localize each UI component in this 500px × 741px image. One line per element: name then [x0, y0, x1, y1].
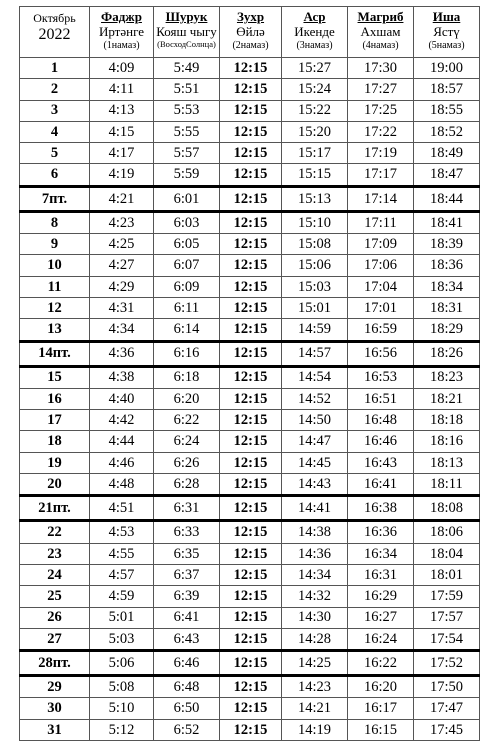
maghrib-time-cell: 17:30	[348, 58, 414, 79]
isha-time-cell: 18:13	[414, 452, 480, 473]
isha-time-cell: 17:50	[414, 676, 480, 698]
maghrib-time-cell: 16:27	[348, 607, 414, 628]
table-row	[20, 719, 480, 740]
day-cell: 12	[20, 297, 90, 318]
zuhr-time-cell: 12:15	[220, 410, 282, 431]
shuruk-time-cell: 6:16	[154, 341, 220, 366]
maghrib-time-cell: 17:06	[348, 255, 414, 276]
shuruk-time-cell: 5:57	[154, 143, 220, 164]
fajr-time-cell: 4:44	[90, 431, 154, 452]
day-cell: 2	[20, 79, 90, 100]
table-row	[20, 255, 480, 276]
zuhr-time-cell: 12:15	[220, 297, 282, 318]
shuruk-time-cell: 6:20	[154, 388, 220, 409]
zuhr-time-cell: 12:15	[220, 366, 282, 388]
fajr-time-cell: 4:46	[90, 452, 154, 473]
table-row	[20, 121, 480, 142]
table-row-friday	[20, 651, 480, 676]
shuruk-time-cell: 5:51	[154, 79, 220, 100]
asr-time-cell: 15:24	[282, 79, 348, 100]
shuruk-time-cell: 6:07	[154, 255, 220, 276]
table-row	[20, 276, 480, 297]
asr-time-cell: 14:38	[282, 521, 348, 543]
maghrib-time-cell: 17:14	[348, 186, 414, 211]
day-cell: 25	[20, 586, 90, 607]
maghrib-time-cell: 17:22	[348, 121, 414, 142]
asr-time-cell: 15:06	[282, 255, 348, 276]
fajr-time-cell: 4:38	[90, 366, 154, 388]
isha-time-cell: 18:31	[414, 297, 480, 318]
shuruk-time-cell: 6:14	[154, 319, 220, 341]
column-header-zuhr: Зухр Өйлә (2намаз)	[220, 7, 282, 58]
asr-time-cell: 15:17	[282, 143, 348, 164]
shuruk-time-cell: 5:55	[154, 121, 220, 142]
fajr-time-cell: 4:53	[90, 521, 154, 543]
day-cell: 24	[20, 564, 90, 585]
maghrib-time-cell: 16:36	[348, 521, 414, 543]
fajr-time-cell: 4:51	[90, 496, 154, 521]
maghrib-time-cell: 16:17	[348, 698, 414, 719]
zuhr-time-cell: 12:15	[220, 698, 282, 719]
zuhr-time-cell: 12:15	[220, 319, 282, 341]
zuhr-time-cell: 12:15	[220, 79, 282, 100]
asr-time-cell: 14:36	[282, 543, 348, 564]
shuruk-time-cell: 6:24	[154, 431, 220, 452]
asr-time-cell: 15:13	[282, 186, 348, 211]
zuhr-time-cell: 12:15	[220, 719, 282, 740]
shuruk-time-cell: 6:28	[154, 474, 220, 496]
zuhr-time-cell: 12:15	[220, 234, 282, 255]
shuruk-time-cell: 6:31	[154, 496, 220, 521]
asr-time-cell: 14:52	[282, 388, 348, 409]
isha-time-cell: 17:45	[414, 719, 480, 740]
isha-time-cell: 18:11	[414, 474, 480, 496]
asr-time-cell: 15:15	[282, 164, 348, 186]
day-cell: 27	[20, 628, 90, 650]
shuruk-time-cell: 6:03	[154, 211, 220, 233]
shuruk-time-cell: 6:09	[154, 276, 220, 297]
table-row	[20, 628, 480, 650]
maghrib-time-cell: 16:43	[348, 452, 414, 473]
asr-time-cell: 15:08	[282, 234, 348, 255]
table-row	[20, 388, 480, 409]
isha-time-cell: 18:23	[414, 366, 480, 388]
shuruk-time-cell: 6:05	[154, 234, 220, 255]
day-cell: 28пт.	[20, 651, 90, 676]
zuhr-time-cell: 12:15	[220, 521, 282, 543]
maghrib-time-cell: 16:53	[348, 366, 414, 388]
fajr-time-cell: 4:34	[90, 319, 154, 341]
zuhr-time-cell: 12:15	[220, 651, 282, 676]
zuhr-time-cell: 12:15	[220, 276, 282, 297]
zuhr-time-cell: 12:15	[220, 388, 282, 409]
fajr-time-cell: 4:59	[90, 586, 154, 607]
zuhr-time-cell: 12:15	[220, 164, 282, 186]
fajr-time-cell: 4:27	[90, 255, 154, 276]
isha-time-cell: 18:08	[414, 496, 480, 521]
asr-time-cell: 14:21	[282, 698, 348, 719]
asr-time-cell: 14:59	[282, 319, 348, 341]
shuruk-time-cell: 6:11	[154, 297, 220, 318]
prayer-timetable-sheet	[19, 6, 479, 741]
table-row	[20, 698, 480, 719]
day-cell: 21пт.	[20, 496, 90, 521]
shuruk-time-cell: 6:26	[154, 452, 220, 473]
column-header-fajr: Фаджр Иртәнге (1намаз)	[90, 7, 154, 58]
day-cell: 13	[20, 319, 90, 341]
day-cell: 26	[20, 607, 90, 628]
isha-time-cell: 18:18	[414, 410, 480, 431]
isha-time-cell: 19:00	[414, 58, 480, 79]
fajr-time-cell: 4:17	[90, 143, 154, 164]
fajr-time-cell: 4:15	[90, 121, 154, 142]
maghrib-time-cell: 16:22	[348, 651, 414, 676]
day-cell: 22	[20, 521, 90, 543]
shuruk-time-cell: 6:39	[154, 586, 220, 607]
maghrib-time-cell: 16:59	[348, 319, 414, 341]
fajr-time-cell: 4:48	[90, 474, 154, 496]
table-row	[20, 474, 480, 496]
fajr-time-cell: 4:21	[90, 186, 154, 211]
day-cell: 19	[20, 452, 90, 473]
table-row	[20, 211, 480, 233]
day-cell: 16	[20, 388, 90, 409]
day-cell: 29	[20, 676, 90, 698]
fajr-time-cell: 5:08	[90, 676, 154, 698]
asr-time-cell: 14:57	[282, 341, 348, 366]
fajr-time-cell: 4:40	[90, 388, 154, 409]
isha-time-cell: 18:49	[414, 143, 480, 164]
maghrib-time-cell: 16:38	[348, 496, 414, 521]
zuhr-time-cell: 12:15	[220, 628, 282, 650]
isha-time-cell: 18:06	[414, 521, 480, 543]
asr-time-cell: 15:03	[282, 276, 348, 297]
isha-time-cell: 17:57	[414, 607, 480, 628]
shuruk-time-cell: 6:33	[154, 521, 220, 543]
fajr-time-cell: 4:55	[90, 543, 154, 564]
asr-time-cell: 14:50	[282, 410, 348, 431]
day-cell: 31	[20, 719, 90, 740]
asr-time-cell: 14:45	[282, 452, 348, 473]
maghrib-time-cell: 16:20	[348, 676, 414, 698]
shuruk-time-cell: 6:01	[154, 186, 220, 211]
day-cell: 15	[20, 366, 90, 388]
maghrib-time-cell: 16:29	[348, 586, 414, 607]
fajr-time-cell: 4:23	[90, 211, 154, 233]
maghrib-time-cell: 16:34	[348, 543, 414, 564]
asr-time-cell: 15:27	[282, 58, 348, 79]
table-row	[20, 431, 480, 452]
zuhr-time-cell: 12:15	[220, 255, 282, 276]
zuhr-time-cell: 12:15	[220, 607, 282, 628]
shuruk-time-cell: 6:22	[154, 410, 220, 431]
day-cell: 5	[20, 143, 90, 164]
table-row	[20, 143, 480, 164]
zuhr-time-cell: 12:15	[220, 58, 282, 79]
maghrib-time-cell: 16:51	[348, 388, 414, 409]
shuruk-time-cell: 6:35	[154, 543, 220, 564]
zuhr-time-cell: 12:15	[220, 543, 282, 564]
day-cell: 6	[20, 164, 90, 186]
table-row	[20, 58, 480, 79]
table-row	[20, 319, 480, 341]
shuruk-time-cell: 6:50	[154, 698, 220, 719]
asr-time-cell: 14:28	[282, 628, 348, 650]
day-cell: 20	[20, 474, 90, 496]
shuruk-time-cell: 6:18	[154, 366, 220, 388]
column-header-shuruk: Шурук Кояш чыгу (ВосходСолнца)	[154, 7, 220, 58]
zuhr-time-cell: 12:15	[220, 474, 282, 496]
maghrib-time-cell: 17:11	[348, 211, 414, 233]
prayer-times-table	[19, 6, 480, 741]
zuhr-time-cell: 12:15	[220, 100, 282, 121]
table-row	[20, 234, 480, 255]
fajr-time-cell: 5:03	[90, 628, 154, 650]
table-header-row	[20, 7, 480, 58]
month-label: Октябрь	[33, 11, 76, 25]
zuhr-time-cell: 12:15	[220, 452, 282, 473]
isha-time-cell: 18:26	[414, 341, 480, 366]
isha-time-cell: 18:01	[414, 564, 480, 585]
asr-time-cell: 14:23	[282, 676, 348, 698]
fajr-time-cell: 4:57	[90, 564, 154, 585]
isha-time-cell: 18:36	[414, 255, 480, 276]
asr-time-cell: 15:22	[282, 100, 348, 121]
shuruk-time-cell: 5:59	[154, 164, 220, 186]
table-row-friday	[20, 341, 480, 366]
fajr-time-cell: 4:31	[90, 297, 154, 318]
zuhr-time-cell: 12:15	[220, 431, 282, 452]
fajr-time-cell: 4:11	[90, 79, 154, 100]
shuruk-time-cell: 6:43	[154, 628, 220, 650]
column-header-isha: Иша Ястү (5намаз)	[414, 7, 480, 58]
shuruk-time-cell: 6:48	[154, 676, 220, 698]
fajr-time-cell: 4:19	[90, 164, 154, 186]
day-cell: 23	[20, 543, 90, 564]
isha-time-cell: 18:21	[414, 388, 480, 409]
isha-time-cell: 17:59	[414, 586, 480, 607]
shuruk-time-cell: 6:52	[154, 719, 220, 740]
day-cell: 1	[20, 58, 90, 79]
maghrib-time-cell: 16:48	[348, 410, 414, 431]
fajr-time-cell: 5:12	[90, 719, 154, 740]
asr-time-cell: 14:25	[282, 651, 348, 676]
table-row-friday	[20, 496, 480, 521]
maghrib-time-cell: 16:15	[348, 719, 414, 740]
maghrib-time-cell: 17:19	[348, 143, 414, 164]
isha-time-cell: 18:04	[414, 543, 480, 564]
column-header-maghrib: Магриб Ахшам (4намаз)	[348, 7, 414, 58]
isha-time-cell: 18:34	[414, 276, 480, 297]
maghrib-time-cell: 17:25	[348, 100, 414, 121]
fajr-time-cell: 5:10	[90, 698, 154, 719]
column-header-asr: Аср Икенде (3намаз)	[282, 7, 348, 58]
fajr-time-cell: 4:25	[90, 234, 154, 255]
month-year-header	[20, 7, 90, 58]
day-cell: 3	[20, 100, 90, 121]
isha-time-cell: 18:41	[414, 211, 480, 233]
day-cell: 17	[20, 410, 90, 431]
isha-time-cell: 17:52	[414, 651, 480, 676]
shuruk-time-cell: 6:46	[154, 651, 220, 676]
isha-time-cell: 17:54	[414, 628, 480, 650]
asr-time-cell: 14:30	[282, 607, 348, 628]
asr-time-cell: 15:20	[282, 121, 348, 142]
asr-time-cell: 14:54	[282, 366, 348, 388]
isha-time-cell: 18:39	[414, 234, 480, 255]
asr-time-cell: 15:01	[282, 297, 348, 318]
day-cell: 8	[20, 211, 90, 233]
zuhr-time-cell: 12:15	[220, 143, 282, 164]
fajr-time-cell: 5:01	[90, 607, 154, 628]
maghrib-time-cell: 16:41	[348, 474, 414, 496]
table-row	[20, 164, 480, 186]
asr-time-cell: 14:41	[282, 496, 348, 521]
prayer-times-body	[20, 58, 480, 741]
maghrib-time-cell: 17:04	[348, 276, 414, 297]
fajr-time-cell: 4:29	[90, 276, 154, 297]
day-cell: 11	[20, 276, 90, 297]
shuruk-time-cell: 6:41	[154, 607, 220, 628]
fajr-time-cell: 4:42	[90, 410, 154, 431]
shuruk-time-cell: 5:53	[154, 100, 220, 121]
table-row	[20, 366, 480, 388]
fajr-time-cell: 4:36	[90, 341, 154, 366]
maghrib-time-cell: 16:24	[348, 628, 414, 650]
isha-time-cell: 18:44	[414, 186, 480, 211]
shuruk-time-cell: 5:49	[154, 58, 220, 79]
zuhr-time-cell: 12:15	[220, 676, 282, 698]
zuhr-time-cell: 12:15	[220, 341, 282, 366]
day-cell: 7пт.	[20, 186, 90, 211]
isha-time-cell: 17:47	[414, 698, 480, 719]
maghrib-time-cell: 17:09	[348, 234, 414, 255]
maghrib-time-cell: 16:46	[348, 431, 414, 452]
table-row	[20, 586, 480, 607]
day-cell: 18	[20, 431, 90, 452]
isha-time-cell: 18:52	[414, 121, 480, 142]
asr-time-cell: 14:43	[282, 474, 348, 496]
table-row	[20, 564, 480, 585]
fajr-time-cell: 4:13	[90, 100, 154, 121]
day-cell: 14пт.	[20, 341, 90, 366]
isha-time-cell: 18:47	[414, 164, 480, 186]
table-row	[20, 452, 480, 473]
day-cell: 9	[20, 234, 90, 255]
day-cell: 30	[20, 698, 90, 719]
table-row	[20, 79, 480, 100]
asr-time-cell: 14:19	[282, 719, 348, 740]
zuhr-time-cell: 12:15	[220, 211, 282, 233]
isha-time-cell: 18:57	[414, 79, 480, 100]
day-cell: 10	[20, 255, 90, 276]
fajr-time-cell: 4:09	[90, 58, 154, 79]
year-label: 2022	[38, 25, 71, 43]
isha-time-cell: 18:29	[414, 319, 480, 341]
maghrib-time-cell: 16:56	[348, 341, 414, 366]
shuruk-time-cell: 6:37	[154, 564, 220, 585]
maghrib-time-cell: 17:17	[348, 164, 414, 186]
table-row-friday	[20, 186, 480, 211]
table-row	[20, 607, 480, 628]
table-row	[20, 100, 480, 121]
asr-time-cell: 14:34	[282, 564, 348, 585]
fajr-time-cell: 5:06	[90, 651, 154, 676]
maghrib-time-cell: 17:27	[348, 79, 414, 100]
zuhr-time-cell: 12:15	[220, 496, 282, 521]
table-row	[20, 297, 480, 318]
zuhr-time-cell: 12:15	[220, 586, 282, 607]
maghrib-time-cell: 16:31	[348, 564, 414, 585]
day-cell: 4	[20, 121, 90, 142]
table-row	[20, 676, 480, 698]
zuhr-time-cell: 12:15	[220, 186, 282, 211]
table-row	[20, 543, 480, 564]
asr-time-cell: 14:32	[282, 586, 348, 607]
isha-time-cell: 18:16	[414, 431, 480, 452]
table-row	[20, 521, 480, 543]
isha-time-cell: 18:55	[414, 100, 480, 121]
zuhr-time-cell: 12:15	[220, 121, 282, 142]
maghrib-time-cell: 17:01	[348, 297, 414, 318]
asr-time-cell: 15:10	[282, 211, 348, 233]
asr-time-cell: 14:47	[282, 431, 348, 452]
zuhr-time-cell: 12:15	[220, 564, 282, 585]
table-row	[20, 410, 480, 431]
